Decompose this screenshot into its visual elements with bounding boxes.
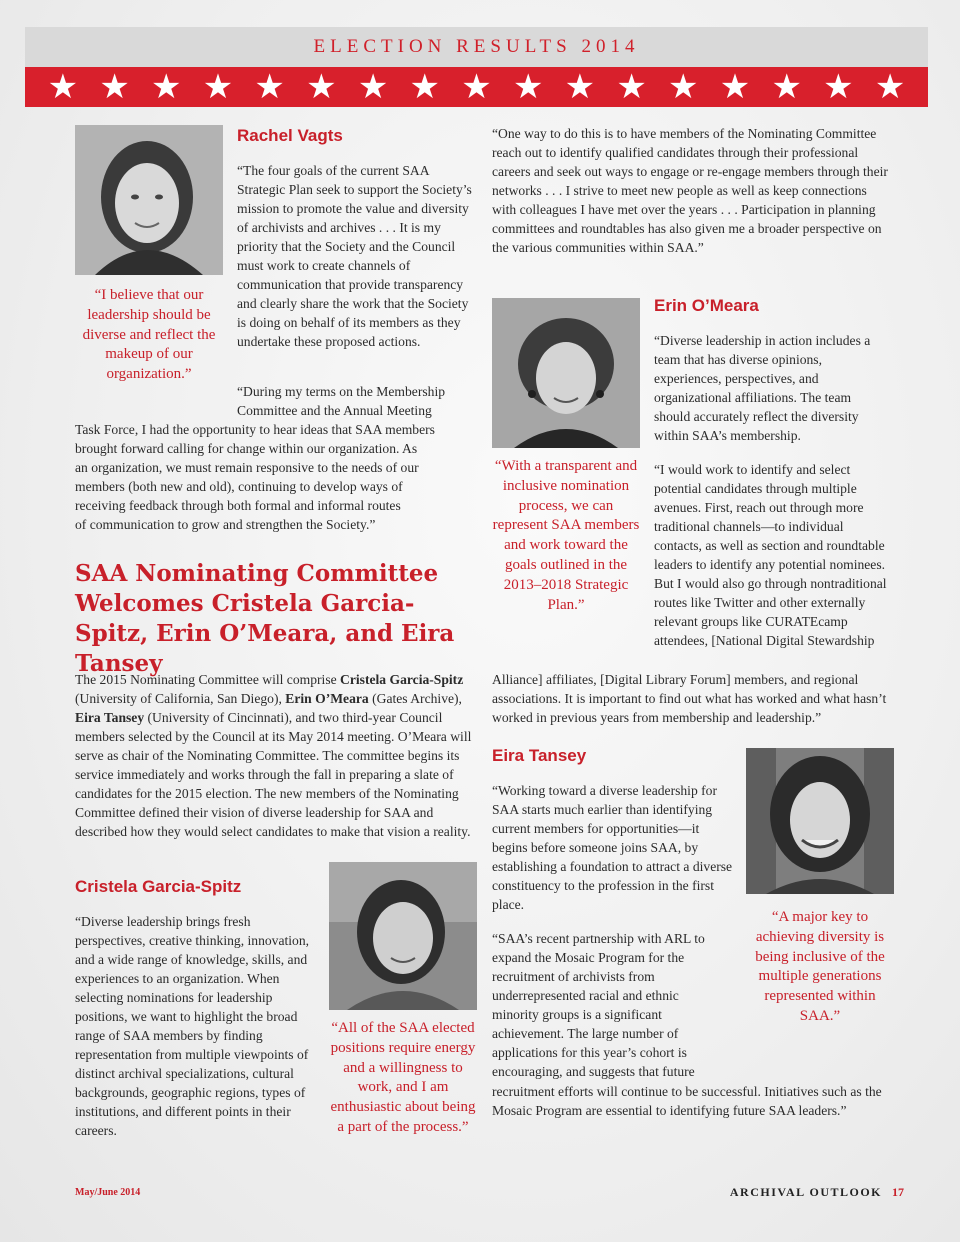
vagts-continued-paragraph: “One way to do this is to have members of the Nominating Committee reach out to identify qualified candidates through their professional careers and seek out ways to engage or re-engage members through their networks . . . I strive to meet new people as well as keep connections with colleagues I have met over the years . . . Participation in planning committees and roundtables has also given me a broader perspective on the various communities within SAA.” xyxy=(492,126,888,255)
vagts-p2-line: Task Force, I had the opportunity to hear ideas that SAA members xyxy=(75,422,435,437)
eira-paragraph-2: “SAA’s recent partnership with ARL to expand the Mosaic Program for the recruitment of archivists from underrepresented racial and ethnic minority groups is a significant achievement. The large number of applications for this year’s cohort is encouraging, and suggests that future xyxy=(492,931,705,1079)
erin-statement-3 xyxy=(492,670,894,738)
erin-statement-2 xyxy=(654,460,890,661)
star-icon: ★ xyxy=(47,67,79,107)
rachel-vagts-paragraph-1: “The four goals of the current SAA Strategic Plan seek to support the Society’s mission to promote the value and diversity of archivists and archives . . . It is my priority that the Society and the Council must work to create channels of communication that provide transparency and clearly share the work that the Society is doing on behalf of its members as they undertake these proposed actions. xyxy=(237,163,472,349)
intro-name-cristela: Cristela Garcia-Spitz xyxy=(340,672,464,687)
rachel-vagts-pullquote: “I believe that our leadership should be diverse and reflect the makeup of our organization.” xyxy=(82,287,216,383)
intro-name-eira: Eira Tansey xyxy=(75,710,145,725)
star-icon: ★ xyxy=(357,67,389,107)
article-intro xyxy=(75,670,475,852)
erin-paragraph-1: “Diverse leadership in action includes a team that has diverse opinions, experiences, perspectives, and organizational affiliations. The team should accurately reflect the diversity within SAA’s membership. xyxy=(654,333,871,443)
footer-page-number: 17 xyxy=(892,1185,904,1199)
eira-statement-2 xyxy=(492,929,718,1092)
vagts-p2-line: receiving feedback through both formal and informal routes xyxy=(75,498,401,513)
eira-tansey-photo xyxy=(746,748,894,894)
cristela-paragraph-1: “Diverse leadership brings fresh perspectives, creative thinking, innovation, and a wide range of knowledge, skills, and experiences to an organization. When selecting nominations for leadership positions, we want to highlight the broad range of SAA members by finding representation from multiple viewpoints of distinct archival specializations, cultural backgrounds, geographic regions, types of institutions, and different points in their careers. xyxy=(75,914,310,1138)
star-icon: ★ xyxy=(564,67,596,107)
star-icon: ★ xyxy=(823,67,854,107)
vagts-statement-continued xyxy=(492,124,894,268)
section-banner-title xyxy=(25,27,928,67)
erin-statement-1 xyxy=(654,331,884,456)
erin-pullquote: “With a transparent and inclusive nomination process, we can represent SAA members and work toward the goals outlined in the 2013–2018 Strategic Plan.” xyxy=(492,458,640,613)
intro-text: (University of Cincinnati), and two third-year Council members selected by the Council at its May 2014 meeting. O’Meara will serve as chair of the Nominating Committee. The committee begins its service immediately and works through the fall in preparing a slate of candidates for the 2015 election. The new members of the Nominating Committee defined their vision of diverse leadership for SAA and described how they would select candidates to make that vision a reality. xyxy=(75,710,472,839)
vagts-p2-line: an organization, we must remain responsive to the needs of our xyxy=(75,460,419,475)
intro-text: (University of California, San Diego), xyxy=(75,691,286,706)
erin-paragraph-2-cont: Alliance] affiliates, [Digital Library Forum] members, and regional associations. It is important to find out what has worked and what hasn’t worked in previous years from membership and leadership.” xyxy=(492,672,887,725)
cristela-pullquote: “All of the SAA elected positions require energy and a willingness to work, and I am enthusiastic about being a part of the process.” xyxy=(330,1020,476,1135)
vagts-p2-line: of communication to grow and strengthen the Society.” xyxy=(75,517,376,532)
cristela-garcia-spitz-photo xyxy=(329,862,477,1010)
footer-issue-date: May/June 2014 xyxy=(75,1187,141,1198)
rachel-vagts-statement-2 xyxy=(75,382,480,534)
eira-paragraph-1: “Working toward a diverse leadership for SAA starts much earlier than identifying current members for opportunities—it begins before someone joins SAA, by establishing a foundation to attract a diverse constituency to the profession in the first place. xyxy=(492,783,733,912)
vagts-p2-line: members (both new and old), continuing to develop ways of xyxy=(75,479,403,494)
footer-publication-name: ARCHIVAL OUTLOOK xyxy=(729,1185,882,1199)
star-icon: ★ xyxy=(461,67,492,107)
star-icon: ★ xyxy=(512,67,544,107)
star-icon: ★ xyxy=(306,67,337,107)
rachel-vagts-name: Rachel Vagts xyxy=(237,126,343,145)
vagts-p2-line: brought forward calling for change within our organization. As xyxy=(75,441,418,456)
star-icon: ★ xyxy=(719,67,751,107)
rachel-vagts-statement xyxy=(237,161,479,362)
article-intro-paragraph xyxy=(75,670,475,841)
star-icon: ★ xyxy=(151,67,182,107)
star-icon: ★ xyxy=(409,67,441,107)
stars-banner xyxy=(25,67,928,107)
erin-omeara-name: Erin O’Meara xyxy=(654,296,759,315)
star-icon: ★ xyxy=(874,67,906,107)
intro-text: The 2015 Nominating Committee will comprise xyxy=(75,672,341,687)
star-icon: ★ xyxy=(202,67,234,107)
rachel-vagts-photo xyxy=(75,125,223,275)
banner-title-text: ELECTION RESULTS 2014 xyxy=(313,36,640,57)
eira-statement-1 xyxy=(492,781,737,925)
erin-paragraph-2: “I would work to identify and select potential candidates through multiple avenues. First, reach out through more traditional channels—to individual contacts, as well as section and roundtable leaders to identify any potential nominees. But I would also go through nontraditional routes like Twitter and other externally relevant groups like CURATEcamp attendees, [National Digital Stewardship xyxy=(654,462,887,648)
eira-paragraph-2-cont: recruitment efforts will continue to be successful. Initiatives such as the Mosaic Program are essential to identifying future SAA leaders.” xyxy=(492,1084,882,1118)
cristela-garcia-spitz-name: Cristela Garcia-Spitz xyxy=(75,877,242,896)
cristela-statement xyxy=(75,912,317,1151)
star-icon: ★ xyxy=(771,67,802,107)
intro-text: (Gates Archive), xyxy=(368,691,462,706)
intro-name-erin: Erin O’Meara xyxy=(285,691,369,706)
footer-publication xyxy=(729,1185,904,1200)
star-icon: ★ xyxy=(668,67,699,107)
star-icon: ★ xyxy=(616,67,647,107)
article-headline: SAA Nominating Committee Welcomes Cristela Garcia-Spitz, Erin O’Meara, and Eira Tansey xyxy=(75,560,455,677)
eira-tansey-name: Eira Tansey xyxy=(492,746,587,765)
eira-statement-3 xyxy=(492,1082,902,1131)
vagts-p2-line: Committee and the Annual Meeting xyxy=(237,403,432,418)
erin-omeara-photo xyxy=(492,298,640,448)
vagts-p2-line: “During my terms on the Membership xyxy=(237,384,446,399)
eira-pullquote: “A major key to achieving diversity is being inclusive of the multiple generations represented within SAA.” xyxy=(755,909,885,1024)
star-icon: ★ xyxy=(99,67,130,107)
star-icon: ★ xyxy=(254,67,285,107)
